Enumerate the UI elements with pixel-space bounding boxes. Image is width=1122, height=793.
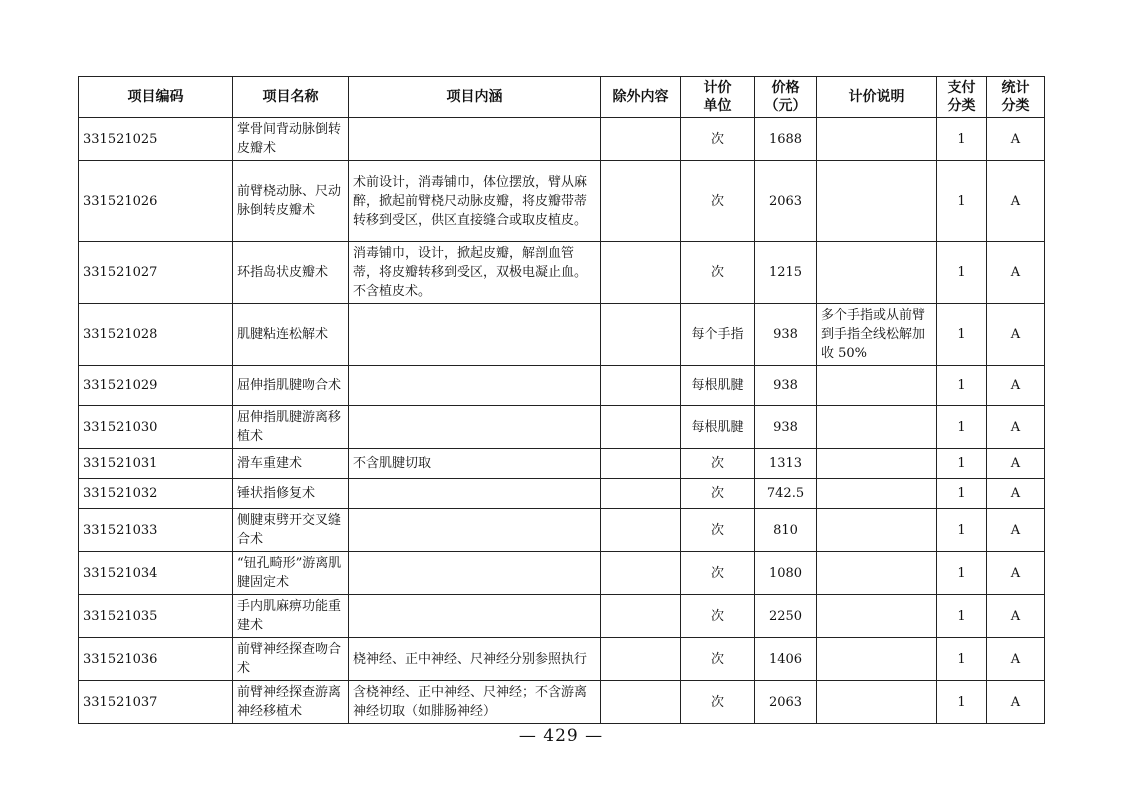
cell-pay: 1	[937, 449, 987, 479]
header-name: 项目名称	[233, 77, 349, 118]
header-unit-line1: 计价	[703, 80, 732, 96]
cell-code: 331521035	[79, 595, 233, 638]
price-table-container	[78, 76, 1044, 724]
cell-exclusions	[601, 638, 681, 681]
header-pay-line1: 支付	[947, 80, 976, 96]
cell-pay: 1	[937, 366, 987, 406]
cell-stat: A	[987, 552, 1045, 595]
cell-name: 锤状指修复术	[233, 479, 349, 509]
cell-exclusions	[601, 479, 681, 509]
cell-exclusions	[601, 595, 681, 638]
cell-code: 331521034	[79, 552, 233, 595]
cell-exclusions	[601, 449, 681, 479]
cell-content: 不含肌腱切取	[349, 449, 601, 479]
cell-content	[349, 479, 601, 509]
cell-unit: 次	[681, 595, 755, 638]
cell-unit: 次	[681, 449, 755, 479]
cell-note	[817, 638, 937, 681]
table-row	[79, 479, 1045, 509]
cell-exclusions	[601, 681, 681, 724]
cell-name: 侧腱束劈开交叉缝合术	[233, 509, 349, 552]
header-pay	[937, 77, 987, 118]
cell-code: 331521030	[79, 406, 233, 449]
cell-pay: 1	[937, 681, 987, 724]
cell-name: 掌骨间背动脉倒转皮瓣术	[233, 118, 349, 161]
price-table	[78, 76, 1045, 724]
header-unit-line2: 单位	[703, 98, 732, 114]
cell-name: 前臂神经探查游离神经移植术	[233, 681, 349, 724]
cell-code: 331521027	[79, 242, 233, 304]
cell-pay: 1	[937, 406, 987, 449]
cell-name: “钮孔畸形”游离肌腱固定术	[233, 552, 349, 595]
table-row	[79, 366, 1045, 406]
table-row	[79, 509, 1045, 552]
table-row	[79, 681, 1045, 724]
table-row	[79, 638, 1045, 681]
cell-code: 331521032	[79, 479, 233, 509]
cell-unit: 次	[681, 161, 755, 242]
table-row	[79, 449, 1045, 479]
cell-content	[349, 406, 601, 449]
cell-price: 2063	[755, 681, 817, 724]
cell-stat: A	[987, 406, 1045, 449]
cell-price: 938	[755, 406, 817, 449]
cell-name: 手内肌麻痹功能重建术	[233, 595, 349, 638]
cell-name: 肌腱粘连松解术	[233, 304, 349, 366]
cell-note	[817, 595, 937, 638]
cell-stat: A	[987, 366, 1045, 406]
cell-pay: 1	[937, 161, 987, 242]
cell-exclusions	[601, 406, 681, 449]
cell-price: 938	[755, 366, 817, 406]
cell-stat: A	[987, 304, 1045, 366]
cell-name: 屈伸指肌腱吻合术	[233, 366, 349, 406]
cell-stat: A	[987, 161, 1045, 242]
cell-stat: A	[987, 638, 1045, 681]
cell-unit: 次	[681, 118, 755, 161]
cell-content	[349, 509, 601, 552]
cell-note	[817, 161, 937, 242]
cell-unit: 每个手指	[681, 304, 755, 366]
cell-stat: A	[987, 118, 1045, 161]
page-number: — 429 —	[518, 726, 604, 746]
table-row	[79, 552, 1045, 595]
header-price-line1: 价格	[771, 80, 800, 96]
cell-code: 331521025	[79, 118, 233, 161]
cell-stat: A	[987, 479, 1045, 509]
cell-pay: 1	[937, 595, 987, 638]
cell-stat: A	[987, 509, 1045, 552]
cell-price: 1313	[755, 449, 817, 479]
cell-note	[817, 366, 937, 406]
cell-code: 331521037	[79, 681, 233, 724]
cell-name: 前臂神经探查吻合术	[233, 638, 349, 681]
cell-pay: 1	[937, 479, 987, 509]
cell-exclusions	[601, 304, 681, 366]
cell-note	[817, 406, 937, 449]
table-row	[79, 595, 1045, 638]
cell-name: 环指岛状皮瓣术	[233, 242, 349, 304]
cell-note: 多个手指或从前臂到手指全线松解加收 50%	[817, 304, 937, 366]
header-price	[755, 77, 817, 118]
cell-price: 810	[755, 509, 817, 552]
cell-content	[349, 118, 601, 161]
cell-note	[817, 479, 937, 509]
cell-unit: 次	[681, 552, 755, 595]
cell-pay: 1	[937, 242, 987, 304]
cell-content	[349, 552, 601, 595]
table-row	[79, 161, 1045, 242]
header-exclusions: 除外内容	[601, 77, 681, 118]
cell-stat: A	[987, 681, 1045, 724]
cell-unit: 次	[681, 638, 755, 681]
cell-price: 1688	[755, 118, 817, 161]
cell-price: 938	[755, 304, 817, 366]
cell-code: 331521028	[79, 304, 233, 366]
cell-unit: 每根肌腱	[681, 406, 755, 449]
cell-name: 滑车重建术	[233, 449, 349, 479]
cell-pay: 1	[937, 638, 987, 681]
cell-content	[349, 595, 601, 638]
cell-code: 331521026	[79, 161, 233, 242]
cell-unit: 次	[681, 242, 755, 304]
header-unit	[681, 77, 755, 118]
cell-note	[817, 118, 937, 161]
cell-name: 前臂桡动脉、尺动脉倒转皮瓣术	[233, 161, 349, 242]
cell-pay: 1	[937, 509, 987, 552]
cell-unit: 次	[681, 509, 755, 552]
cell-note	[817, 552, 937, 595]
cell-stat: A	[987, 449, 1045, 479]
cell-exclusions	[601, 366, 681, 406]
cell-exclusions	[601, 509, 681, 552]
header-pay-line2: 分类	[947, 98, 976, 114]
cell-name: 屈伸指肌腱游离移植术	[233, 406, 349, 449]
cell-stat: A	[987, 242, 1045, 304]
cell-exclusions	[601, 118, 681, 161]
header-stat	[987, 77, 1045, 118]
header-price-line2: （元）	[764, 98, 807, 114]
cell-content: 消毒铺巾，设计，掀起皮瓣，解剖血管蒂，将皮瓣转移到受区，双极电凝止血。不含植皮术。	[349, 242, 601, 304]
cell-code: 331521033	[79, 509, 233, 552]
cell-unit: 每根肌腱	[681, 366, 755, 406]
cell-price: 1406	[755, 638, 817, 681]
cell-pay: 1	[937, 118, 987, 161]
cell-pay: 1	[937, 304, 987, 366]
cell-content	[349, 366, 601, 406]
cell-note	[817, 681, 937, 724]
table-row	[79, 304, 1045, 366]
cell-note	[817, 449, 937, 479]
cell-exclusions	[601, 552, 681, 595]
cell-content: 含桡神经、正中神经、尺神经；不含游离神经切取（如腓肠神经）	[349, 681, 601, 724]
header-note: 计价说明	[817, 77, 937, 118]
cell-code: 331521029	[79, 366, 233, 406]
table-header-row	[79, 77, 1045, 118]
table-row	[79, 118, 1045, 161]
header-code: 项目编码	[79, 77, 233, 118]
cell-stat: A	[987, 595, 1045, 638]
cell-price: 742.5	[755, 479, 817, 509]
cell-content	[349, 304, 601, 366]
header-content: 项目内涵	[349, 77, 601, 118]
cell-code: 331521036	[79, 638, 233, 681]
cell-price: 2250	[755, 595, 817, 638]
cell-code: 331521031	[79, 449, 233, 479]
cell-content: 术前设计，消毒铺巾，体位摆放，臂从麻醉，掀起前臂桡尺动脉皮瓣，将皮瓣带蒂转移到受区，供区直接缝合或取皮植皮。	[349, 161, 601, 242]
cell-unit: 次	[681, 681, 755, 724]
cell-note	[817, 242, 937, 304]
cell-exclusions	[601, 242, 681, 304]
cell-price: 1080	[755, 552, 817, 595]
cell-price: 1215	[755, 242, 817, 304]
cell-content: 桡神经、正中神经、尺神经分别参照执行	[349, 638, 601, 681]
header-stat-line1: 统计	[1001, 80, 1030, 96]
table-row	[79, 406, 1045, 449]
header-stat-line2: 分类	[1001, 98, 1030, 114]
cell-price: 2063	[755, 161, 817, 242]
cell-unit: 次	[681, 479, 755, 509]
table-row	[79, 242, 1045, 304]
cell-note	[817, 509, 937, 552]
cell-exclusions	[601, 161, 681, 242]
cell-pay: 1	[937, 552, 987, 595]
table-body	[79, 118, 1045, 724]
